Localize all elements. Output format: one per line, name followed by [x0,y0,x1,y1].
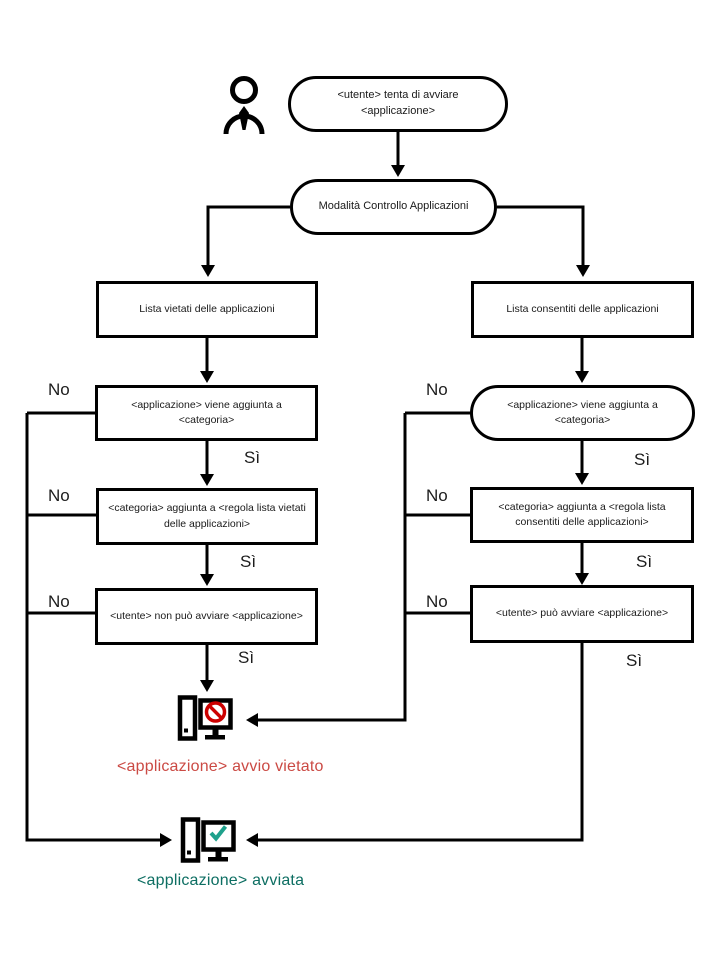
connector-mode-to-denylist [208,207,290,265]
arrowhead [200,574,214,586]
edge-label-yes: Sì [240,552,257,571]
node-mode-label: Modalità Controllo Applicazioni [318,200,469,213]
node-deny-result-label: <utente> non può avviare <applicazione> [110,609,303,622]
node-mode [290,179,497,235]
arrowhead [201,265,215,277]
arrowhead [391,165,405,177]
node-allowlist-label: Lista consentiti delle applicazioni [506,302,659,315]
node-allowlist [471,281,694,338]
connector-mode-to-allowlist [497,207,583,265]
edge-label-yes: Sì [636,552,653,571]
node-allow-added-line2: <categoria> [554,414,611,426]
node-allow-rule [470,487,694,543]
connector-right-no-rail-to-blocked [258,413,471,720]
node-allow-added-line1: <applicazione> viene aggiunta a [507,398,658,411]
node-start-line2: <applicazione> [360,105,435,117]
arrowhead [575,573,589,585]
node-allow-result-label: <utente> può avviare <applicazione> [495,607,669,620]
arrowhead [575,473,589,485]
edge-label-yes: Sì [238,648,255,667]
computer-check-icon [179,814,237,866]
node-allow-rule-line1: <categoria> aggiunta a <regola lista [498,500,666,513]
edge-label-no: No [426,486,448,505]
node-denylist-label: Lista vietati delle applicazioni [139,302,275,315]
node-deny-rule [96,488,318,545]
arrowhead [200,680,214,692]
outcome-started-label: <applicazione> avviata [137,872,305,889]
node-deny-added-line1: <applicazione> viene aggiunta a [131,398,282,411]
arrowhead [200,474,214,486]
node-allow-result [470,585,694,643]
computer-blocked-icon [176,692,234,744]
node-start [288,76,508,132]
node-denylist [96,281,318,338]
node-deny-added [95,385,318,441]
connector-allow-result-yes-to-started [258,643,582,840]
edge-label-no: No [48,592,70,611]
edge-label-yes: Sì [244,448,261,467]
node-deny-added-line2: <categoria> [178,414,235,426]
node-allow-added [470,385,695,441]
outcome-blocked-label: <applicazione> avvio vietato [117,758,324,775]
arrowhead [160,833,172,847]
arrowhead [576,265,590,277]
user-icon [223,74,267,138]
node-deny-rule-line2: delle applicazioni> [163,517,251,530]
edge-label-no: No [48,380,70,399]
arrowhead [246,833,258,847]
edge-label-no: No [426,380,448,399]
arrowhead [575,371,589,383]
edge-label-no: No [426,592,448,611]
edge-label-yes: Sì [634,450,651,469]
arrowhead [200,371,214,383]
edge-label-no: No [48,486,70,505]
node-allow-rule-line2: consentiti delle applicazioni> [515,516,649,528]
edge-label-yes: Sì [626,651,643,670]
arrowhead [246,713,258,727]
node-deny-rule-line1: <categoria> aggiunta a <regola lista vietati [108,502,306,515]
node-deny-result [95,588,318,645]
node-start-line1: <utente> tenta di avviare [337,89,459,102]
